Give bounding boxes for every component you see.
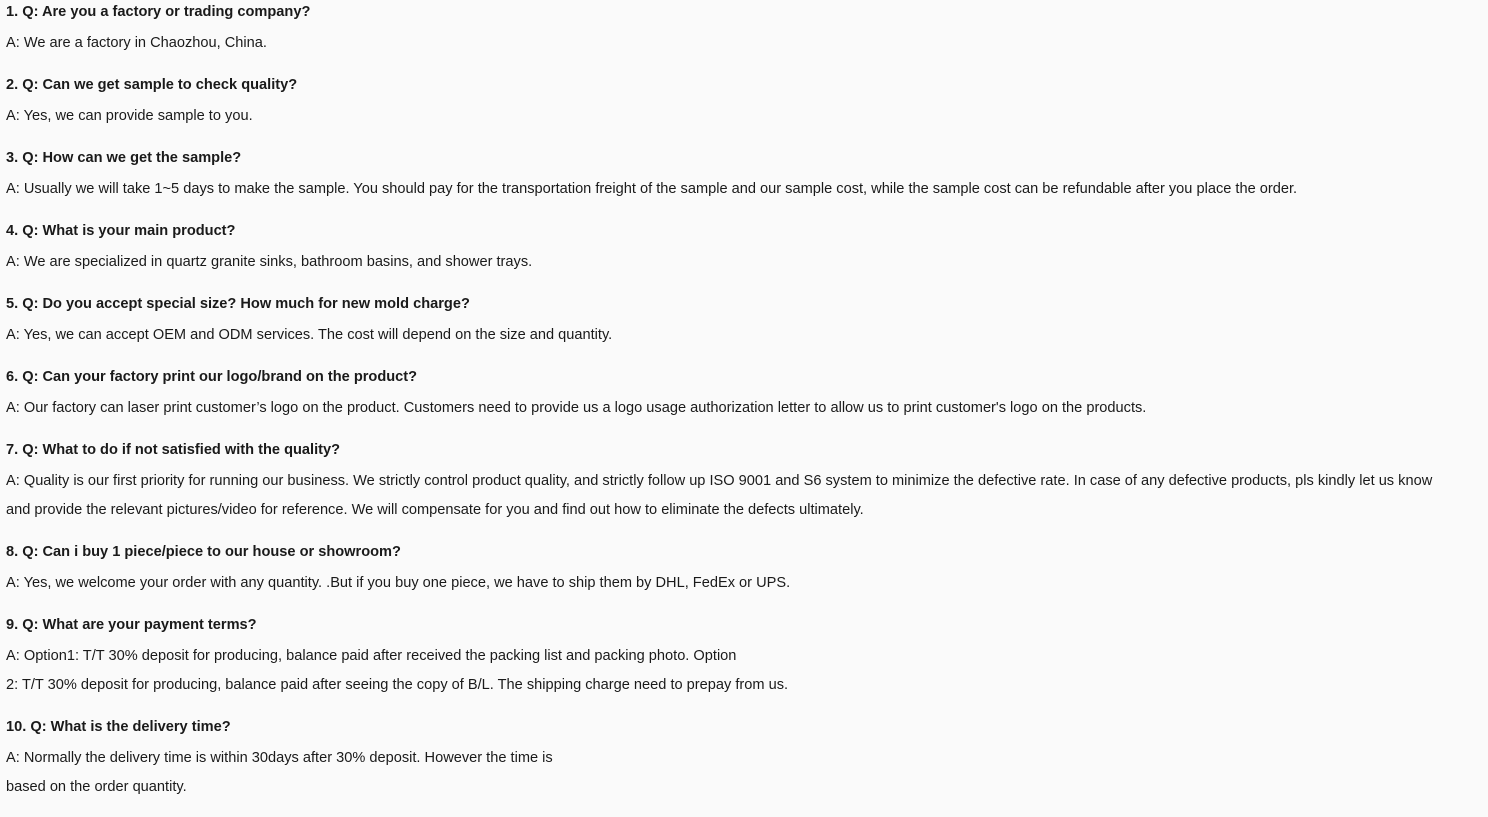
faq-answer: A: We are specialized in quartz granite sinks, bathroom basins, and shower trays.: [6, 254, 533, 270]
faq-answer-continued: and provide the relevant pictures/video for reference. We will compensate for you and find out how to eliminate the defects ultimately.: [6, 502, 864, 518]
faq-answer: A: Quality is our first priority for running our business. We strictly control product quality, and strictly follow up ISO 9001 and S6 system to minimize the defective rate. In case of any defective products, pls kindly let us know: [6, 473, 1433, 489]
faq-question: 6. Q: Can your factory print our logo/brand on the product?: [6, 369, 418, 385]
faq-question: 4. Q: What is your main product?: [6, 223, 236, 239]
faq-question: 2. Q: Can we get sample to check quality?: [6, 77, 298, 93]
faq-question: 1. Q: Are you a factory or trading company?: [6, 4, 311, 20]
faq-answer: A: Yes, we can provide sample to you.: [6, 108, 253, 124]
faq-item: [6, 438, 1482, 525]
faq-item: [6, 715, 1482, 802]
faq-answer: A: Yes, we welcome your order with any quantity. .But if you buy one piece, we have to ship them by DHL, FedEx or UPS.: [6, 575, 791, 591]
faq-item: [6, 540, 1482, 598]
faq-answer: A: Yes, we can accept OEM and ODM services. The cost will depend on the size and quantity.: [6, 327, 613, 343]
faq-answer-continued: 2: T/T 30% deposit for producing, balance paid after seeing the copy of B/L. The shipping charge need to prepay from us.: [6, 677, 789, 693]
faq-answer: A: We are a factory in Chaozhou, China.: [6, 35, 267, 51]
faq-question: 7. Q: What to do if not satisfied with the quality?: [6, 442, 341, 458]
faq-answer: A: Usually we will take 1~5 days to make the sample. You should pay for the transportation freight of the sample and our sample cost, while the sample cost can be refundable after you place the order.: [6, 181, 1298, 197]
faq-question: 8. Q: Can i buy 1 piece/piece to our house or showroom?: [6, 544, 401, 560]
faq-item: [6, 146, 1482, 204]
faq-answer: A: Our factory can laser print customer’s logo on the product. Customers need to provide us a logo usage authorization letter to allow us to print customer's logo on the products.: [6, 400, 1147, 416]
faq-item: [6, 219, 1482, 277]
faq-answer: A: Option1: T/T 30% deposit for producing, balance paid after received the packing list and packing photo. Option: [6, 648, 737, 664]
faq-answer: A: Normally the delivery time is within 30days after 30% deposit. However the time is: [6, 750, 553, 766]
faq-answer-continued: based on the order quantity.: [6, 779, 187, 795]
faq-item: [6, 365, 1482, 423]
faq-question: 9. Q: What are your payment terms?: [6, 617, 257, 633]
faq-question: 3. Q: How can we get the sample?: [6, 150, 242, 166]
faq-item: [6, 0, 1482, 58]
faq-question: 5. Q: Do you accept special size? How much for new mold charge?: [6, 296, 470, 312]
faq-item: [6, 73, 1482, 131]
faq-list: [6, 0, 1482, 817]
faq-question: 10. Q: What is the delivery time?: [6, 719, 231, 735]
faq-item: [6, 613, 1482, 700]
faq-item: [6, 292, 1482, 350]
